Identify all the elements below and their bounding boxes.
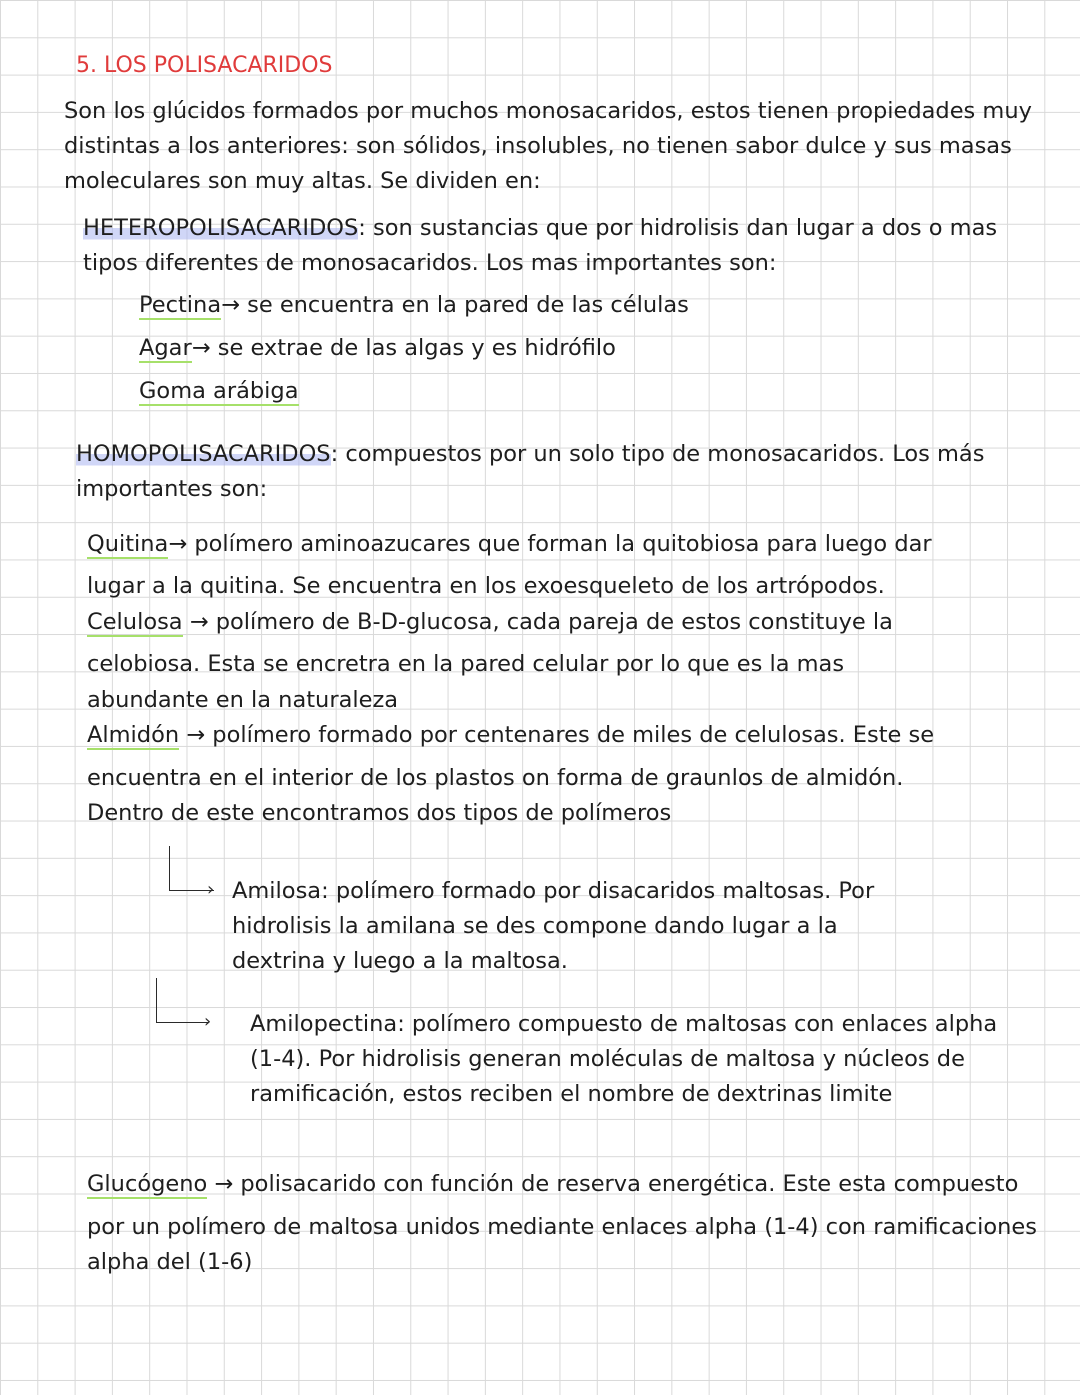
quitina-line-2: lugar a la quitina. Se encuentra en los exoesqueleto de los artrópodos. <box>87 573 885 599</box>
glucogeno-line-1 <box>87 1169 1018 1199</box>
homo-line-1-rest: : compuestos por un solo tipo de monosacaridos. Los más <box>330 441 985 467</box>
section-title: 5. LOS POLISACARIDOS <box>76 53 333 78</box>
homo-term: HOMOPOLISACARIDOS <box>76 441 331 467</box>
homo-line-2: importantes son: <box>76 476 268 502</box>
amilopectina-line-1: Amilopectina: polímero compuesto de maltosas con enlaces alpha <box>250 1011 998 1037</box>
hetero-item-agar <box>139 333 616 363</box>
almidon-name: Almidón <box>87 722 180 748</box>
glucogeno-name: Glucógeno <box>87 1171 208 1197</box>
celulosa-line-3: abundante en la naturaleza <box>87 687 399 713</box>
homo-line-1 <box>76 439 984 469</box>
quitina-line-1 <box>87 529 932 559</box>
amilopectina-line-3: ramificación, estos reciben el nombre de dextrinas limite <box>250 1081 893 1107</box>
hetero-item-name: Goma arábiga <box>139 378 299 404</box>
hetero-line-1-rest: : son sustancias que por hidrolisis dan lugar a dos o mas <box>358 215 998 241</box>
hetero-item-pectina <box>139 290 689 320</box>
intro-line-1: Son los glúcidos formados por muchos monosacaridos, estos tienen propiedades muy <box>64 98 1032 124</box>
amilopectina-arrowhead-icon: › <box>204 1011 212 1032</box>
glucogeno-desc: → polisacarido con función de reserva energética. Este esta compuesto <box>207 1171 1019 1197</box>
hetero-line-1 <box>83 213 997 243</box>
amilosa-line-3: dextrina y luego a la maltosa. <box>232 948 568 974</box>
intro-line-3: moleculares son muy altas. Se dividen en: <box>64 168 541 194</box>
quitina-desc: → polímero aminoazucares que forman la quitobiosa para luego dar <box>168 531 932 557</box>
celulosa-line-2: celobiosa. Esta se encretra en la pared celular por lo que es la mas <box>87 651 845 677</box>
almidon-line-3: Dentro de este encontramos dos tipos de polímeros <box>87 800 672 826</box>
amilopectina-branch-arrow <box>156 978 209 1023</box>
almidon-line-2: encuentra en el interior de los plastos on forma de graunlos de almidón. <box>87 765 904 791</box>
hetero-item-name: Agar <box>139 335 192 361</box>
amilosa-line-2: hidrolisis la amilana se des compone dando lugar a la <box>232 913 838 939</box>
celulosa-line-1 <box>87 607 893 637</box>
glucogeno-line-3: alpha del (1-6) <box>87 1249 253 1275</box>
almidon-line-1 <box>87 720 934 750</box>
celulosa-desc: → polímero de B-D-glucosa, cada pareja de estos constituye la <box>182 609 893 635</box>
hetero-item-name: Pectina <box>139 292 222 318</box>
amilosa-arrowhead-icon: › <box>207 879 215 900</box>
hetero-item-goma <box>139 376 299 406</box>
hetero-line-2: tipos diferentes de monosacaridos. Los mas importantes son: <box>83 250 777 276</box>
amilosa-line-1: Amilosa: polímero formado por disacaridos maltosas. Por <box>232 878 875 904</box>
hetero-item-desc: → se extrae de las algas y es hidrófilo <box>191 335 616 361</box>
hetero-term: HETEROPOLISACARIDOS <box>83 215 359 241</box>
amilopectina-line-2: (1-4). Por hidrolisis generan moléculas de maltosa y núcleos de <box>250 1046 965 1072</box>
almidon-desc: → polímero formado por centenares de miles de celulosas. Este se <box>179 722 935 748</box>
intro-line-2: distintas a los anteriores: son sólidos, insolubles, no tienen sabor dulce y sus masas <box>64 133 1012 159</box>
glucogeno-line-2: por un polímero de maltosa unidos mediante enlaces alpha (1-4) con ramificaciones <box>87 1214 1037 1240</box>
celulosa-name: Celulosa <box>87 609 183 635</box>
quitina-name: Quitina <box>87 531 169 557</box>
hetero-item-desc: → se encuentra en la pared de las células <box>221 292 689 318</box>
